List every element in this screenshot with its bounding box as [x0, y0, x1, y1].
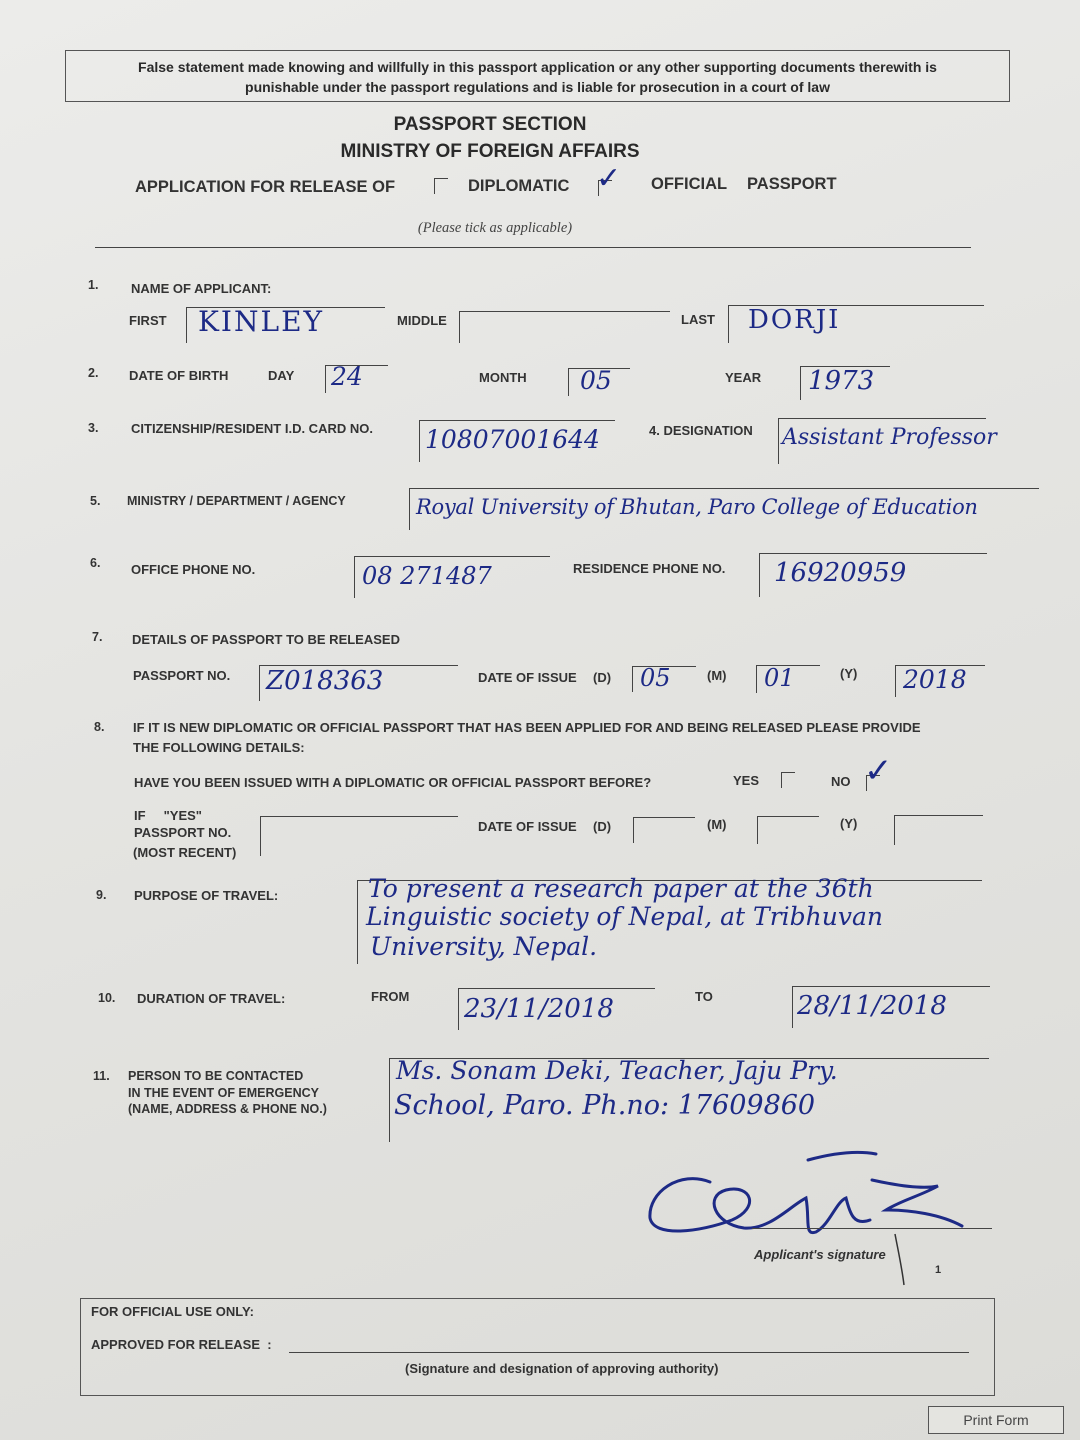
last-name-value: DORJI [748, 305, 841, 335]
issue-month-value: 01 [764, 664, 795, 692]
residence-phone-value: 16920959 [774, 558, 907, 588]
office-phone-value: 08 271487 [362, 562, 492, 590]
legal-notice-box [65, 50, 1010, 102]
header-divider [95, 247, 971, 248]
q11-number: 11. [93, 1069, 110, 1083]
purpose-line2: Linguistic society of Nepal, at Tribhuvan [366, 902, 883, 931]
issue-month-label: (M) [707, 668, 727, 683]
ministry-value: Royal University of Bhutan, Paro College of Education [416, 495, 978, 519]
dob-year-value: 1973 [808, 366, 875, 396]
legal-notice-line1: False statement made knowing and willfully in this passport application or any other supporting documents therewith is [138, 59, 937, 75]
emergency-line2: School, Paro. Ph.no: 17609860 [394, 1090, 816, 1121]
residence-phone-label: RESIDENCE PHONE NO. [573, 561, 726, 576]
first-name-value: KINLEY [198, 305, 324, 338]
q1-number: 1. [88, 278, 99, 292]
dob-label: DATE OF BIRTH [129, 368, 229, 383]
issue-year-label: (Y) [840, 666, 858, 681]
previous-issue-day-field[interactable] [633, 817, 695, 843]
q8-yes-checkbox[interactable] [781, 772, 795, 788]
dob-month-label: MONTH [479, 370, 527, 385]
middle-name-field[interactable] [459, 311, 670, 343]
previous-issue-year-label: (Y) [840, 816, 858, 831]
ministry-label: MINISTRY / DEPARTMENT / AGENCY [127, 494, 346, 508]
q8-question: HAVE YOU BEEN ISSUED WITH A DIPLOMATIC OR OFFICIAL PASSPORT BEFORE? [134, 775, 652, 790]
q8-yes-label: YES [733, 773, 760, 788]
duration-from-value: 23/11/2018 [464, 994, 614, 1024]
middle-name-label: MIDDLE [397, 313, 447, 328]
q6-number: 6. [90, 556, 101, 570]
official-use-title: FOR OFFICIAL USE ONLY: [91, 1304, 254, 1319]
emergency-line1: Ms. Sonam Deki, Teacher, Jaju Pry. [396, 1056, 838, 1085]
if-yes-label: IF "YES" [134, 808, 202, 823]
approving-authority-label: (Signature and designation of approving authority) [405, 1361, 719, 1376]
q2-number: 2. [88, 366, 99, 380]
q9-number: 9. [96, 888, 107, 902]
office-phone-label: OFFICE PHONE NO. [131, 562, 256, 577]
dob-day-value: 24 [331, 362, 363, 391]
purpose-line3: University, Nepal. [370, 932, 598, 961]
ministry-title: MINISTRY OF FOREIGN AFFAIRS [340, 141, 640, 162]
passport-no-value: Z018363 [266, 666, 384, 696]
passport-no-label: PASSPORT NO. [133, 668, 231, 683]
duration-from-label: FROM [371, 989, 410, 1004]
dob-day-label: DAY [268, 368, 295, 383]
duration-to-label: TO [695, 989, 713, 1004]
issue-day-value: 05 [640, 664, 671, 692]
q8-no-checkmark-icon: ✓ [864, 751, 893, 791]
section-title: PASSPORT SECTION [393, 114, 587, 135]
previous-issue-year-field[interactable] [894, 815, 983, 845]
print-form-button[interactable]: Print Form [928, 1406, 1064, 1434]
q3-number: 3. [88, 421, 99, 435]
dob-month-value: 05 [580, 366, 612, 395]
previous-issue-month-label: (M) [707, 817, 727, 832]
cid-label: CITIZENSHIP/RESIDENT I.D. CARD NO. [131, 421, 373, 436]
q7-label: DETAILS OF PASSPORT TO BE RELEASED [132, 632, 400, 647]
cid-value: 10807001644 [425, 425, 600, 454]
q8-line1: IF IT IS NEW DIPLOMATIC OR OFFICIAL PASSPORT THAT HAS BEEN APPLIED FOR AND BEING RELEASED PLEASE PROVIDE [133, 720, 921, 735]
first-name-label: FIRST [129, 313, 167, 328]
q8-no-label: NO [831, 774, 851, 789]
emergency-label-1: PERSON TO BE CONTACTED [128, 1069, 304, 1083]
approval-signature-line [289, 1352, 969, 1353]
previous-issue-date-label: DATE OF ISSUE [478, 819, 577, 834]
duration-label: DURATION OF TRAVEL: [137, 991, 286, 1006]
diplomatic-label: DIPLOMATIC [468, 177, 570, 195]
emergency-label-2: IN THE EVENT OF EMERGENCY [128, 1086, 319, 1100]
official-use-box [80, 1298, 995, 1396]
emergency-label-3: (NAME, ADDRESS & PHONE NO.) [128, 1102, 327, 1116]
designation-label: 4. DESIGNATION [649, 423, 753, 438]
q5-number: 5. [90, 494, 101, 508]
passport-label: PASSPORT [747, 175, 837, 193]
if-yes-most-recent-label: (MOST RECENT) [133, 845, 237, 860]
issue-day-label: (D) [593, 670, 612, 685]
duration-to-value: 28/11/2018 [797, 991, 947, 1021]
signature-label: Applicant's signature [754, 1247, 886, 1262]
official-label: OFFICIAL [651, 175, 728, 193]
previous-passport-field[interactable] [260, 816, 458, 856]
issue-year-value: 2018 [903, 665, 967, 694]
previous-issue-day-label: (D) [593, 819, 612, 834]
last-name-label: LAST [681, 312, 715, 327]
tick-note: (Please tick as applicable) [417, 220, 573, 236]
previous-issue-month-field[interactable] [757, 816, 819, 844]
q7-number: 7. [92, 630, 103, 644]
q8-line2: THE FOLLOWING DETAILS: [133, 740, 305, 755]
application-for-label: APPLICATION FOR RELEASE OF [135, 178, 396, 196]
dob-year-label: YEAR [725, 370, 762, 385]
legal-notice-line2: punishable under the passport regulations and is liable for prosecution in a court of law [245, 79, 830, 95]
if-yes-passport-label: PASSPORT NO. [134, 825, 232, 840]
q8-number: 8. [94, 720, 105, 734]
designation-value: Assistant Professor [782, 425, 997, 450]
q1-label: NAME OF APPLICANT: [131, 281, 272, 296]
diplomatic-checkbox[interactable] [434, 178, 448, 194]
issue-date-label: DATE OF ISSUE [478, 670, 577, 685]
signature-line [752, 1228, 992, 1229]
purpose-label: PURPOSE OF TRAVEL: [134, 888, 279, 903]
page-number: 1 [935, 1264, 942, 1276]
official-checkmark-icon: ✓ [596, 161, 622, 196]
q10-number: 10. [98, 991, 116, 1005]
approved-for-release-label: APPROVED FOR RELEASE : [91, 1337, 272, 1352]
purpose-line1: To present a research paper at the 36th [368, 874, 874, 903]
